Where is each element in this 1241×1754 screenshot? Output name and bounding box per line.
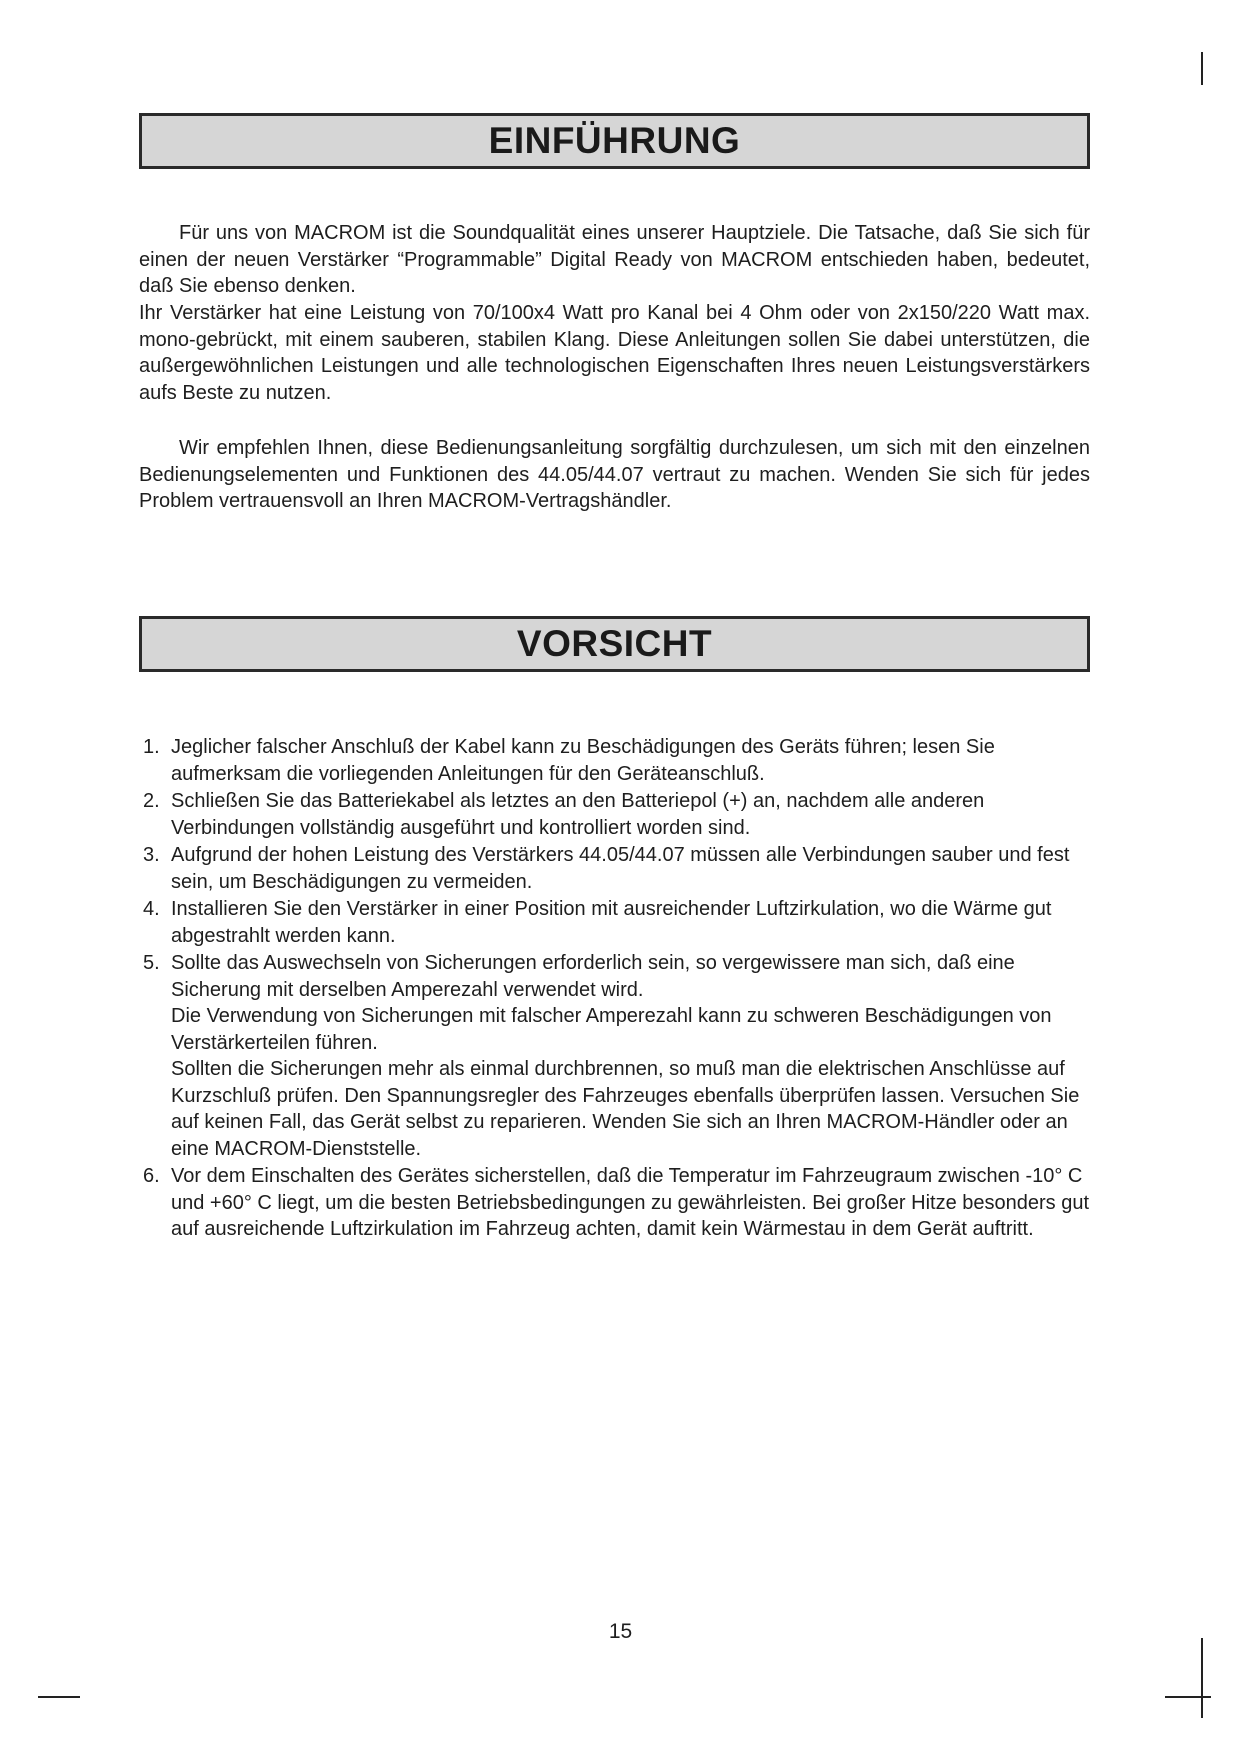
caution-item-text: Aufgrund der hohen Leistung des Verstärkers 44.05/44.07 müssen alle Verbindungen sauber und fest sein, um Beschädigungen zu vermeiden. bbox=[171, 844, 1070, 893]
caution-item-number: 2. bbox=[143, 790, 160, 812]
caution-item-number: 6. bbox=[143, 1165, 160, 1187]
caution-item bbox=[139, 1163, 1090, 1243]
caution-item-number: 1. bbox=[143, 736, 160, 758]
caution-item bbox=[139, 950, 1090, 1162]
crop-mark-bottom-left bbox=[38, 1696, 80, 1698]
caution-item bbox=[139, 788, 1090, 841]
caution-list bbox=[139, 734, 1090, 1244]
intro-paragraph-3-text: Wir empfehlen Ihnen, diese Bedienungsanleitung sorgfältig durchzulesen, um sich mit den einzelnen Bedienungselementen und Funktionen des 44.05/44.07 vertraut zu machen. Wenden Sie sich für jedes Problem vertrauensvoll an Ihren MACROM-Vertragshändler. bbox=[139, 437, 1090, 512]
intro-paragraph-2-text: Ihr Verstärker hat eine Leistung von 70/100x4 Watt pro Kanal bei 4 Ohm oder von 2x150/220 Watt max. mono-gebrückt, mit einem sauberen, stabilen Klang. Diese Anleitungen sollen Sie dabei unterstützen, die außergewöhnlichen Leistungen und alle technologischen Eigenschaften Ihres neuen Leistungsverstärkers aufs Beste zu nutzen. bbox=[139, 302, 1090, 404]
caution-item-number: 3. bbox=[143, 844, 160, 866]
caution-item-text-2: Die Verwendung von Sicherungen mit falscher Amperezahl kann zu schweren Beschädigungen von Verstärkerteilen führen. bbox=[171, 1005, 1052, 1054]
crop-mark-bottom-right-h bbox=[1165, 1696, 1211, 1698]
caution-item-text: Schließen Sie das Batteriekabel als letztes an den Batteriepol (+) an, nachdem alle anderen Verbindungen vollständig ausgeführt und kontrolliert worden sind. bbox=[171, 790, 985, 839]
crop-mark-bottom-right-v bbox=[1201, 1638, 1203, 1718]
caution-item-number: 5. bbox=[143, 952, 160, 974]
caution-item-text: Vor dem Einschalten des Gerätes sicherstellen, daß die Temperatur im Fahrzeugraum zwischen -10° C und +60° C liegt, um die besten Betriebsbedingungen zu gewährleisten. Bei großer Hitze besonders gut auf ausreichende Luftzirkulation im Fahrzeug achten, damit kein Wärmestau in dem Gerät auftritt. bbox=[171, 1165, 1090, 1240]
caution-item-number: 4. bbox=[143, 898, 160, 920]
caution-item-text: Sollte das Auswechseln von Sicherungen erforderlich sein, so vergewissere man sich, daß eine Sicherung mit derselben Amperezahl verwendet wird. bbox=[171, 952, 1015, 1001]
caution-item bbox=[139, 734, 1090, 787]
caution-item-text: Jeglicher falscher Anschluß der Kabel kann zu Beschädigungen des Geräts führen; lesen Sie aufmerksam die vorliegenden Anleitungen für den Geräteanschluß. bbox=[171, 736, 995, 785]
caution-item bbox=[139, 842, 1090, 895]
crop-mark-top-right bbox=[1201, 52, 1203, 85]
caution-item-text: Installieren Sie den Verstärker in einer Position mit ausreichender Luftzirkulation, wo die Wärme gut abgestrahlt werden kann. bbox=[171, 898, 1052, 947]
page-number: 15 bbox=[608, 1620, 633, 1643]
intro-title: EINFÜHRUNG bbox=[488, 120, 741, 161]
caution-header bbox=[139, 616, 1090, 672]
caution-item-text-3: Sollten die Sicherungen mehr als einmal durchbrennen, so muß man die elektrischen Anschlüsse auf Kurzschluß prüfen. Den Spannungsregler des Fahrzeuges ebenfalls überprüfen lassen. Versuchen Sie auf keinen Fall, das Gerät selbst zu reparieren. Wenden Sie sich an Ihren MACROM-Händler oder an eine MACROM-Dienststelle. bbox=[171, 1058, 1080, 1160]
intro-paragraph-2 bbox=[139, 300, 1090, 406]
intro-paragraph-3 bbox=[139, 435, 1090, 515]
caution-title: VORSICHT bbox=[516, 623, 713, 664]
intro-paragraph-1-text: Für uns von MACROM ist die Soundqualität eines unserer Hauptziele. Die Tatsache, daß Sie sich für einen der neuen Verstärker “Programmable” Digital Ready von MACROM entschieden haben, bedeutet, daß Sie ebenso denken. bbox=[139, 222, 1090, 297]
intro-paragraph-1 bbox=[139, 220, 1090, 300]
intro-header bbox=[139, 113, 1090, 169]
caution-item bbox=[139, 896, 1090, 949]
